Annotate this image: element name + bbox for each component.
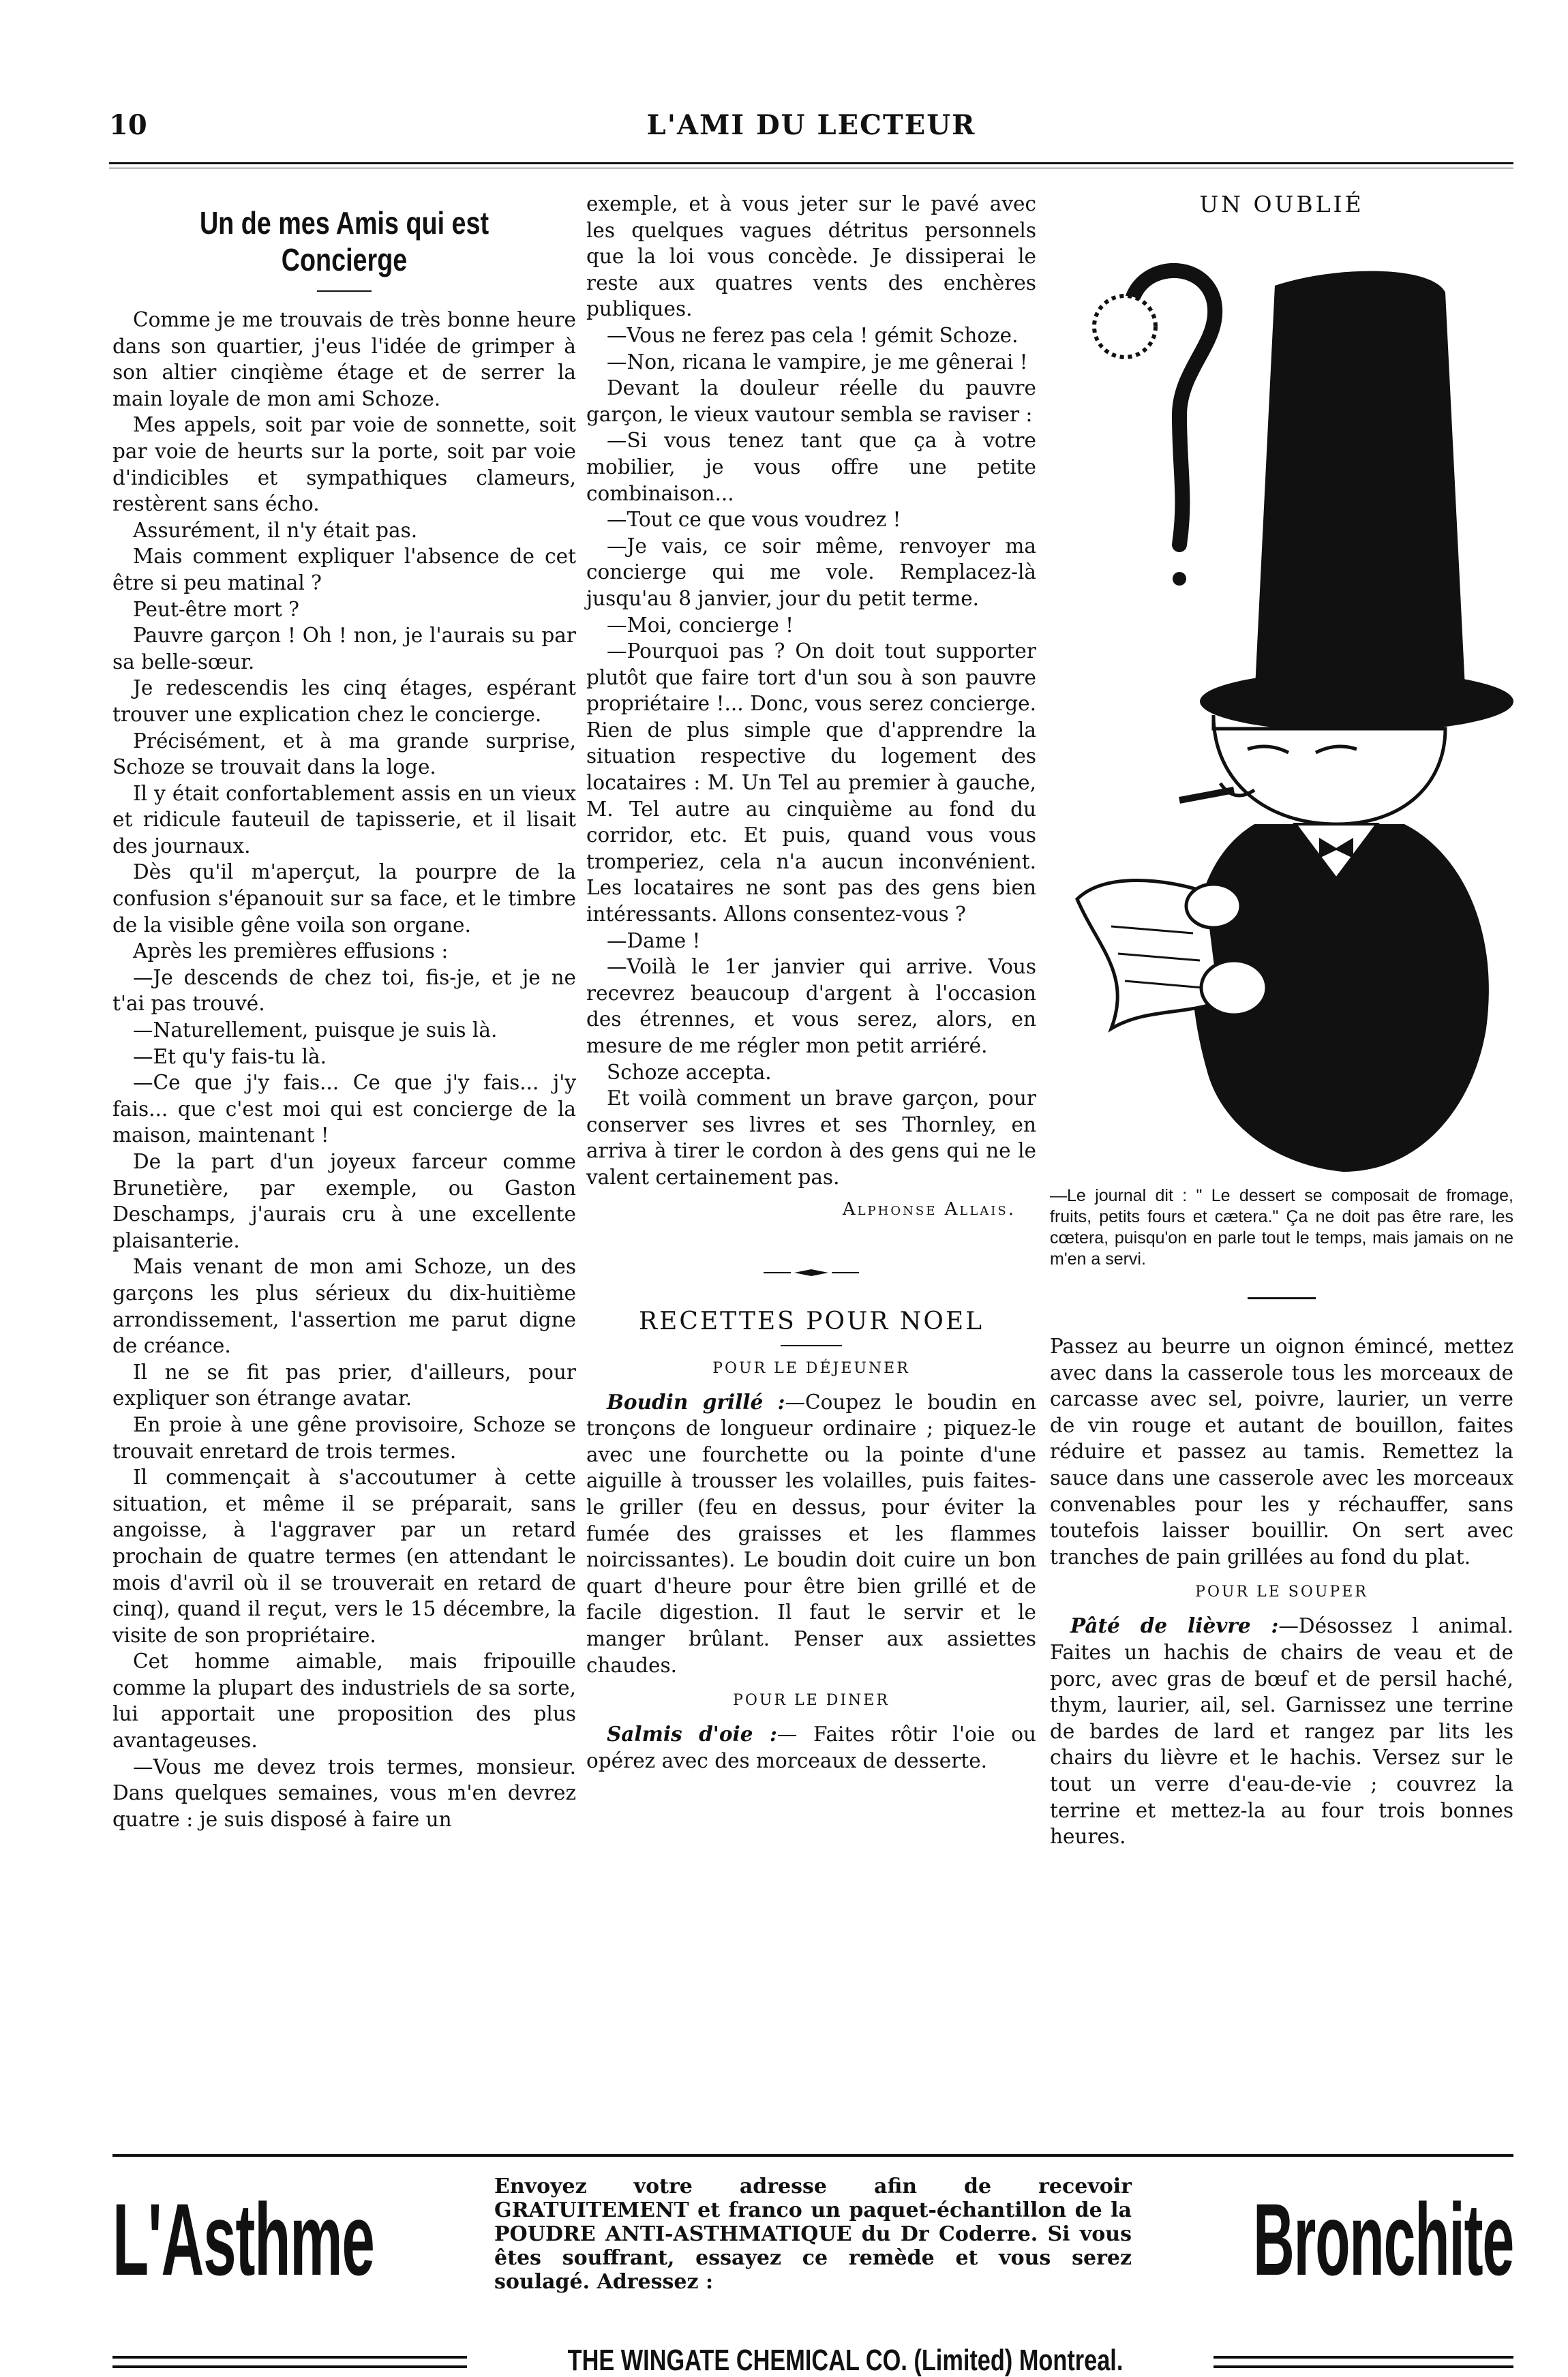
dinner-heading: POUR LE DINER bbox=[733, 1692, 890, 1710]
article-paragraph: Il commençait à s'accoutumer à cette situation, et même il se préparait, sans angoisse, à l'aggraver par un retard prochain de quatre termes (en attendant le mois d'avril où il se trouverait en retard de cinq), quand il reçut, vers le 15 décembre, la visite de son propriétaire. bbox=[112, 1466, 576, 1647]
ad-body: Envoyez votre adresse afin de recevoir GRATUITEMENT et franco un paquet-échantillon de la POUDRE ANTI-ASTHMATIQUE du Dr Coderre. Si vous êtes souffrant, essayez ce remède et vous serez soulagé. Adressez : bbox=[494, 2175, 1132, 2294]
advertisement bbox=[112, 2175, 1513, 2377]
article-paragraph: —Pourquoi pas ? On doit tout supporter plutôt que faire tort d'un sou à son pauvre propriétaire !... Donc, vous serez concierge. Rien de plus simple que d'apprendre la situation respective du logement des locataires : M. Un Tel au premier à gauche, M. Tel autre au cinquième au fond du corridor, etc. Et puis, quand vous vous tromperiez, cela n'a aucun inconvénient. Les locataires ne sont pas des gens bien intéressants. Allons consentez-vous ? bbox=[586, 639, 1036, 926]
recipe-salmis-continued: Passez au beurre un oignon émincé, mettez avec dans la casserole tous les morceaux de carcasse avec sel, poivre, laurier, un verre de vin rouge et autant de bouillon, faites réduire et passez au tamis. Remettez la sauce dans une casserole avec les morceaux convenables pour les y réchauffer, sans toutefois laisser bouillir. On sert avec tranches de pain grillées au fond du plat. bbox=[1050, 1335, 1513, 1569]
article-body-part-2 bbox=[586, 191, 1036, 1191]
header-rule bbox=[109, 162, 1513, 168]
recipe-boudin bbox=[586, 1389, 1036, 1679]
ad-company-line bbox=[112, 2345, 1513, 2376]
cartoon-illustration bbox=[1050, 224, 1513, 1179]
article-paragraph: Peut-être mort ? bbox=[133, 597, 299, 621]
page-header bbox=[109, 109, 1513, 150]
article-signature: Alphonse Allais. bbox=[842, 1198, 1016, 1220]
recipe-salmis bbox=[586, 1721, 1036, 1774]
recipes-divider bbox=[781, 1345, 842, 1346]
recipes-title: RECETTES POUR NOEL bbox=[638, 1307, 984, 1335]
article-paragraph: —Ce que j'y fais... Ce que j'y fais... j'y fais... que c'est moi qui est concierge de la maison, maintenant ! bbox=[112, 1071, 576, 1147]
ad-right-word: Bronchite bbox=[1253, 2182, 1513, 2297]
article-paragraph: De la part d'un joyeux farceur comme Brunetière, par exemple, ou Gaston Deschamps, j'aurais cru à une excellente plaisanterie. bbox=[112, 1150, 576, 1252]
cartoon-title: UN OUBLIÉ bbox=[1199, 191, 1364, 217]
caption-divider bbox=[1248, 1297, 1316, 1299]
article-paragraph: Mes appels, soit par voie de sonnette, soit par voie de heurts sur la porte, soit par voie d'indicibles et sympathiques clameurs, restèrent sans écho. bbox=[112, 413, 576, 516]
article-paragraph: Comme je me trouvais de très bonne heure dans son quartier, j'eus l'idée de grimper à son altier cinqième étage et de serrer la main loyale de mon ami Schoze. bbox=[112, 308, 576, 410]
column-2 bbox=[586, 191, 1036, 1774]
title-divider bbox=[317, 290, 372, 292]
article-title-line-2: Concierge bbox=[281, 242, 408, 277]
article-paragraph: —Je vais, ce soir même, renvoyer ma concierge qui me vole. Remplacez-là jusqu'au 8 janvier, jour du petit terme. bbox=[586, 534, 1036, 610]
article-paragraph: Précisément, et à ma grande surprise, Schoze se trouvait dans la loge. bbox=[112, 729, 576, 779]
recipe-lievre-text: —Désossez l animal. Faites un hachis de chairs de veau et de porc, avec gras de bœuf et de persil haché, thym, laurier, ail, sel. Garnissez une terrine de bardes de lard et rangez par lits les chairs du lièvre et le hachis. Versez sur le tout un verre d'eau-de-vie ; couvrez la terrine et mettez-la au four trois bonnes heures. bbox=[1050, 1614, 1513, 1849]
article-paragraph: —Et qu'y fais-tu là. bbox=[133, 1044, 327, 1068]
article-paragraph: Dès qu'il m'aperçut, la pourpre de la confusion s'épanouit sur sa face, et le timbre de la visible gêne voila son organe. bbox=[112, 860, 576, 937]
top-hat-man-drawing bbox=[1050, 224, 1513, 1179]
column-1 bbox=[112, 191, 576, 1832]
recipe-lievre-name: Pâté de lièvre : bbox=[1070, 1614, 1279, 1638]
supper-heading: POUR LE SOUPER bbox=[1195, 1584, 1368, 1601]
article-paragraph: —Je descends de chez toi, fis-je, et je ne t'ai pas trouvé. bbox=[112, 965, 576, 1016]
article-paragraph: —Tout ce que vous voudrez ! bbox=[607, 508, 901, 532]
recipe-salmis-name: Salmis d'oie : bbox=[607, 1722, 777, 1746]
article-paragraph: —Non, ricana le vampire, je me gênerai ! bbox=[607, 350, 1028, 374]
recipe-boudin-name: Boudin grillé : bbox=[607, 1389, 785, 1414]
article-paragraph: Mais venant de mon ami Schoze, un des garçons les plus sérieux du dix-huitième arrondissement, l'assertion me parut digne de créance. bbox=[112, 1255, 576, 1358]
recipe-lievre bbox=[1050, 1613, 1513, 1849]
section-ornament bbox=[586, 1267, 1036, 1280]
recipe-salmis-text: — Faites rôtir l'oie ou opérez avec des morceaux de desserte. bbox=[586, 1723, 1036, 1772]
article-paragraph: Mais comment expliquer l'absence de cet être si peu matinal ? bbox=[112, 545, 576, 594]
article-title bbox=[154, 205, 534, 278]
lunch-heading: POUR LE DÉJEUNER bbox=[712, 1359, 910, 1377]
article-paragraph: —Dame ! bbox=[607, 928, 701, 952]
article-paragraph: —Voilà le 1er janvier qui arrive. Vous recevrez beaucoup d'argent à l'occasion des étrennes, et vous serez, alors, en mesure de me régler mon petit arriéré. bbox=[586, 955, 1036, 1057]
article-paragraph: —Vous me devez trois termes, monsieur. Dans quelques semaines, vous m'en devrez quatre : je suis disposé à faire un bbox=[112, 1755, 576, 1831]
recipe-boudin-text: —Coupez le boudin en tronçons de longueur ordinaire ; piquez-le avec une fourchette ou la pointe d'une aiguille à trousser les volailles, puis faites-le griller (feu en dessus, pour éviter la fumée des graisses et les flammes noircissantes). Le boudin doit cuire un bon quart d'heure pour être bien grillé et de facile digestion. Il faut le servir et le manger brûlant. Penser aux assiettes chaudes. bbox=[586, 1390, 1036, 1677]
article-paragraph: Assurément, il n'y était pas. bbox=[133, 518, 418, 542]
article-title-line-1: Un de mes Amis qui est bbox=[199, 205, 489, 241]
article-paragraph: Il ne se fit pas prier, d'ailleurs, pour expliquer son étrange avatar. bbox=[112, 1360, 576, 1410]
article-paragraph: Et voilà comment un brave garçon, pour conserver ses livres et ses Thornley, en arriva à tirer le cordon à des gens qui ne le valent certainement pas. bbox=[586, 1087, 1036, 1189]
ornament-rule bbox=[764, 1268, 859, 1277]
article-paragraph: Je redescendis les cinq étages, espérant trouver une explication chez le concierge. bbox=[112, 676, 576, 726]
ad-company: THE WINGATE CHEMICAL CO. (Limited) Montreal. bbox=[567, 2344, 1124, 2377]
article-paragraph: exemple, et à vous jeter sur le pavé avec les quelques vagues détritus personnels que la loi vous concède. Je dissiperai le reste aux quatres vents des enchères publiques. bbox=[586, 192, 1036, 321]
article-paragraph: Après les premières effusions : bbox=[133, 939, 449, 963]
article-paragraph: Devant la douleur réelle du pauvre garçon, le vieux vautour sembla se raviser : bbox=[586, 376, 1036, 426]
article-paragraph: —Moi, concierge ! bbox=[607, 613, 794, 637]
article-paragraph: Il y était confortablement assis en un vieux et ridicule fauteuil de tapisserie, et il lisait des journaux. bbox=[112, 781, 576, 858]
column-3 bbox=[1050, 191, 1513, 1850]
article-body-part-1 bbox=[112, 307, 576, 1832]
article-paragraph: —Naturellement, puisque je suis là. bbox=[133, 1018, 498, 1042]
ad-left-word: L'Asthme bbox=[112, 2182, 374, 2297]
article-paragraph: Schoze accepta. bbox=[607, 1060, 772, 1084]
article-paragraph: Cet homme aimable, mais fripouille comme la plupart des industriels de sa sorte, lui apportait une proposition des plus avantageuses. bbox=[112, 1650, 576, 1753]
ad-right-rule bbox=[1213, 2356, 1513, 2368]
cartoon-caption: —Le journal dit : " Le dessert se composait de fromage, fruits, petits fours et cætera." Ça ne doit pas être rare, les cœtera, puisqu'on en parle tout le temps, mais jamais on ne m'en a servi. bbox=[1050, 1186, 1513, 1269]
page-number: 10 bbox=[109, 109, 147, 141]
article-paragraph: En proie à une gêne provisoire, Schoze se trouvait enretard de trois termes. bbox=[112, 1412, 576, 1463]
journal-title: L'AMI DU LECTEUR bbox=[646, 109, 976, 141]
article-paragraph: —Si vous tenez tant que ça à votre mobilier, je vous offre une petite combinaison... bbox=[586, 429, 1036, 505]
footer-rule bbox=[112, 2154, 1513, 2157]
article-paragraph: —Vous ne ferez pas cela ! gémit Schoze. bbox=[607, 323, 1019, 347]
article-paragraph: Pauvre garçon ! Oh ! non, je l'aurais su par sa belle-sœur. bbox=[112, 624, 576, 673]
ad-left-rule bbox=[112, 2356, 467, 2368]
